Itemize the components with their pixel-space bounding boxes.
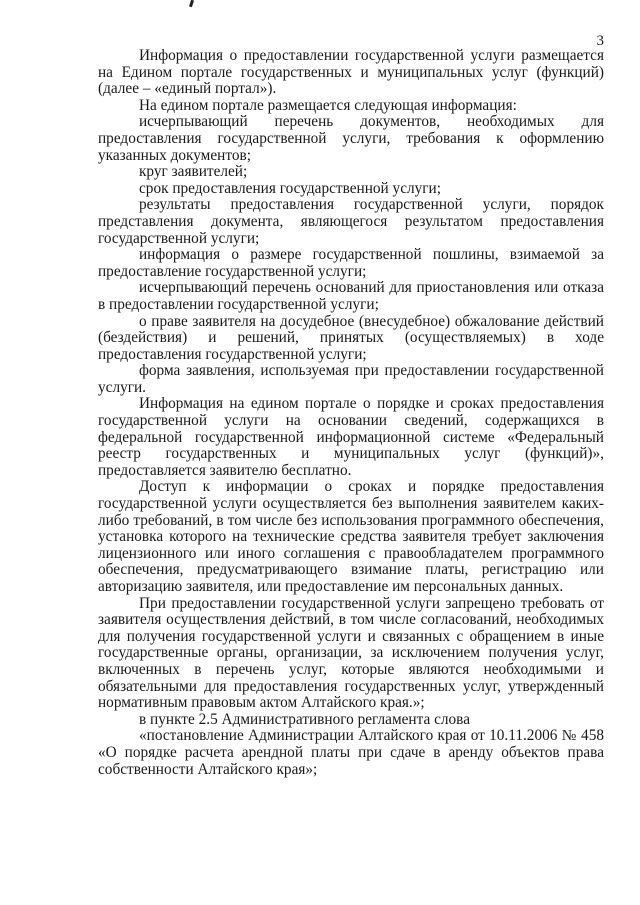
- paragraph: «постановление Администрации Алтайского края от 10.11.2006 № 458 «О порядке расчета арендной платы при сдаче в аренду объектов права собственности Алтайского края»;: [98, 727, 604, 778]
- paragraph: исчерпывающий перечень оснований для приостановления или отказа в предоставлении государственной услуги;: [98, 279, 604, 313]
- paragraph: исчерпывающий перечень документов, необходимых для предоставления государственной услуги, требования к оформлению указанных документов;: [98, 113, 604, 164]
- paragraph: На едином портале размещается следующая информация:: [139, 96, 517, 114]
- paragraph: круг заявителей;: [139, 163, 248, 181]
- scan-artifact-mark: [189, 0, 194, 7]
- paragraph: результаты предоставления государственной услуги, порядок представления документа, являющегося результатом предоставления государственной услуги;: [98, 196, 604, 247]
- paragraph: о праве заявителя на досудебное (внесудебное) обжалование действий (бездействия) и решений, принятых (осуществляемых) в ходе предоставления государственной услуги;: [98, 312, 604, 363]
- paragraph: в пункте 2.5 Административного регламента слова: [139, 710, 470, 728]
- paragraph: Информация на едином портале о порядке и сроках предоставления государственной услуги на основании сведений, содержащихся в федеральной государственной информационной системе «Федеральный реестр государственных и муниципальных услуг (функций)», предоставляется заявителю бесплатно.: [98, 395, 604, 479]
- page-number: 3: [596, 33, 604, 49]
- document-body: [98, 48, 604, 778]
- paragraph: срок предоставления государственной услуги;: [139, 179, 441, 197]
- paragraph: Информация о предоставлении государственной услуги размещается на Едином портале государственных и муниципальных услуг (функций) (далее – «единый портал»).: [98, 47, 604, 98]
- paragraph: информация о размере государственной пошлины, взимаемой за предоставление государственной услуги;: [98, 246, 604, 280]
- paragraph: Доступ к информации о сроках и порядке предоставления государственной услуги осуществляется без выполнения заявителем каких-либо требований, в том числе без использования программного обеспечения, установка которого на технические средства заявителя требует заключения лицензионного или иного соглашения с правообладателем программного обеспечения, предусматривающего взимание платы, регистрацию или авторизацию заявителя, или предоставление им персональных данных.: [98, 478, 604, 595]
- paragraph: форма заявления, используемая при предоставлении государственной услуги.: [98, 362, 604, 396]
- paragraph: При предоставлении государственной услуги запрещено требовать от заявителя осуществления действий, в том числе согласований, необходимых для получения государственной услуги и связанных с обращением в иные государственные органы, организации, за исключением получения услуг, включенных в перечень услуг, которые являются необходимыми и обязательными для предоставления государственных услуг, утвержденный нормативным правовым актом Алтайского края.»;: [98, 594, 604, 712]
